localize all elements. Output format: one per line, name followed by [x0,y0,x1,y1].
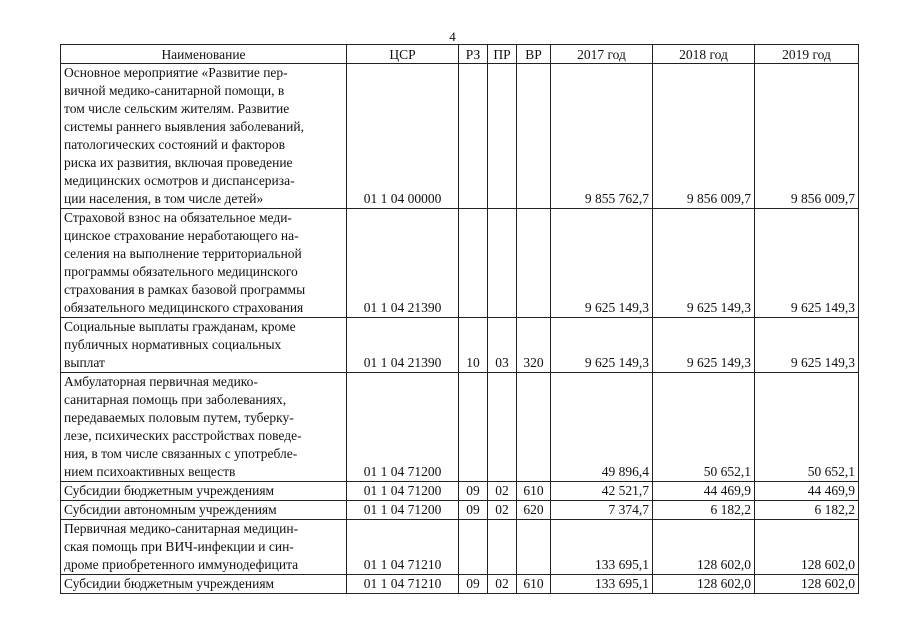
row-vr: 620 [517,501,551,520]
row-2019: 50 652,1 [755,373,859,482]
row-2017: 9 855 762,7 [551,64,653,209]
row-rz [459,209,488,318]
row-pr: 02 [488,575,517,594]
row-vr [517,209,551,318]
row-2017: 133 695,1 [551,575,653,594]
row-2018: 50 652,1 [653,373,755,482]
row-csr: 01 1 04 71200 [347,482,459,501]
header-2019: 2019 год [755,45,859,64]
row-rz [459,373,488,482]
row-rz: 10 [459,318,488,373]
table-header-row [61,45,859,64]
row-pr [488,520,517,575]
header-2018: 2018 год [653,45,755,64]
budget-table [60,44,859,594]
row-pr [488,209,517,318]
header-vr: ВР [517,45,551,64]
table-row [61,482,859,501]
header-2017: 2017 год [551,45,653,64]
row-2019: 128 602,0 [755,575,859,594]
row-vr: 610 [517,575,551,594]
row-vr [517,520,551,575]
row-2018: 9 625 149,3 [653,318,755,373]
row-csr: 01 1 04 21390 [347,209,459,318]
header-pr: ПР [488,45,517,64]
row-csr: 01 1 04 21390 [347,318,459,373]
row-rz: 09 [459,501,488,520]
row-vr: 320 [517,318,551,373]
row-pr: 03 [488,318,517,373]
table-row [61,373,859,482]
table-row [61,501,859,520]
row-2017: 9 625 149,3 [551,318,653,373]
row-vr: 610 [517,482,551,501]
row-rz [459,64,488,209]
row-2019: 44 469,9 [755,482,859,501]
row-2019: 9 856 009,7 [755,64,859,209]
row-vr [517,373,551,482]
header-name: Наименование [61,45,347,64]
row-name: Субсидии бюджетным учреждениям [61,482,347,501]
row-2018: 128 602,0 [653,575,755,594]
row-name: Амбулаторная первичная медико- санитарная помощь при заболеваниях, передаваемых половым путем, туберку- лезе, психических расстройствах поведе- ния, в том числе связанных с употребле- нием психоактивных веществ [61,373,347,482]
row-2019: 9 625 149,3 [755,318,859,373]
row-name: Первичная медико-санитарная медицин- ская помощь при ВИЧ-инфекции и син- дроме приобретенного иммунодефицита [61,520,347,575]
row-2018: 6 182,2 [653,501,755,520]
row-2018: 128 602,0 [653,520,755,575]
row-csr: 01 1 04 71210 [347,575,459,594]
row-2019: 9 625 149,3 [755,209,859,318]
row-csr: 01 1 04 71200 [347,501,459,520]
row-2019: 128 602,0 [755,520,859,575]
page-number: 4 [449,29,456,44]
table-row [61,520,859,575]
table-row [61,575,859,594]
row-2018: 9 856 009,7 [653,64,755,209]
row-rz: 09 [459,575,488,594]
row-rz [459,520,488,575]
row-name: Социальные выплаты гражданам, кроме публичных нормативных социальных выплат [61,318,347,373]
row-pr [488,64,517,209]
row-csr: 01 1 04 71210 [347,520,459,575]
row-name: Страховой взнос на обязательное меди- цинское страхование неработающего на- селения на выполнение территориальной программы обязательного медицинского страхования в рамках базовой программы обязательного медицинского страхования [61,209,347,318]
table-row [61,209,859,318]
row-2017: 7 374,7 [551,501,653,520]
row-pr: 02 [488,482,517,501]
header-csr: ЦСР [347,45,459,64]
row-2018: 44 469,9 [653,482,755,501]
row-2017: 133 695,1 [551,520,653,575]
table-row [61,64,859,209]
table-row [61,318,859,373]
row-2019: 6 182,2 [755,501,859,520]
row-2018: 9 625 149,3 [653,209,755,318]
row-name: Субсидии бюджетным учреждениям [61,575,347,594]
row-2017: 9 625 149,3 [551,209,653,318]
row-csr: 01 1 04 00000 [347,64,459,209]
row-vr [517,64,551,209]
row-pr: 02 [488,501,517,520]
header-rz: РЗ [459,45,488,64]
row-2017: 42 521,7 [551,482,653,501]
row-name: Субсидии автономным учреждениям [61,501,347,520]
row-pr [488,373,517,482]
row-name: Основное мероприятие «Развитие пер- вичной медико-санитарной помощи, в том числе сельским жителям. Развитие системы раннего выявления заболеваний, патологических состояний и факторов риска их развития, включая проведение медицинских осмотров и диспансериза- ции населения, в том числе детей» [61,64,347,209]
row-rz: 09 [459,482,488,501]
row-2017: 49 896,4 [551,373,653,482]
row-csr: 01 1 04 71200 [347,373,459,482]
